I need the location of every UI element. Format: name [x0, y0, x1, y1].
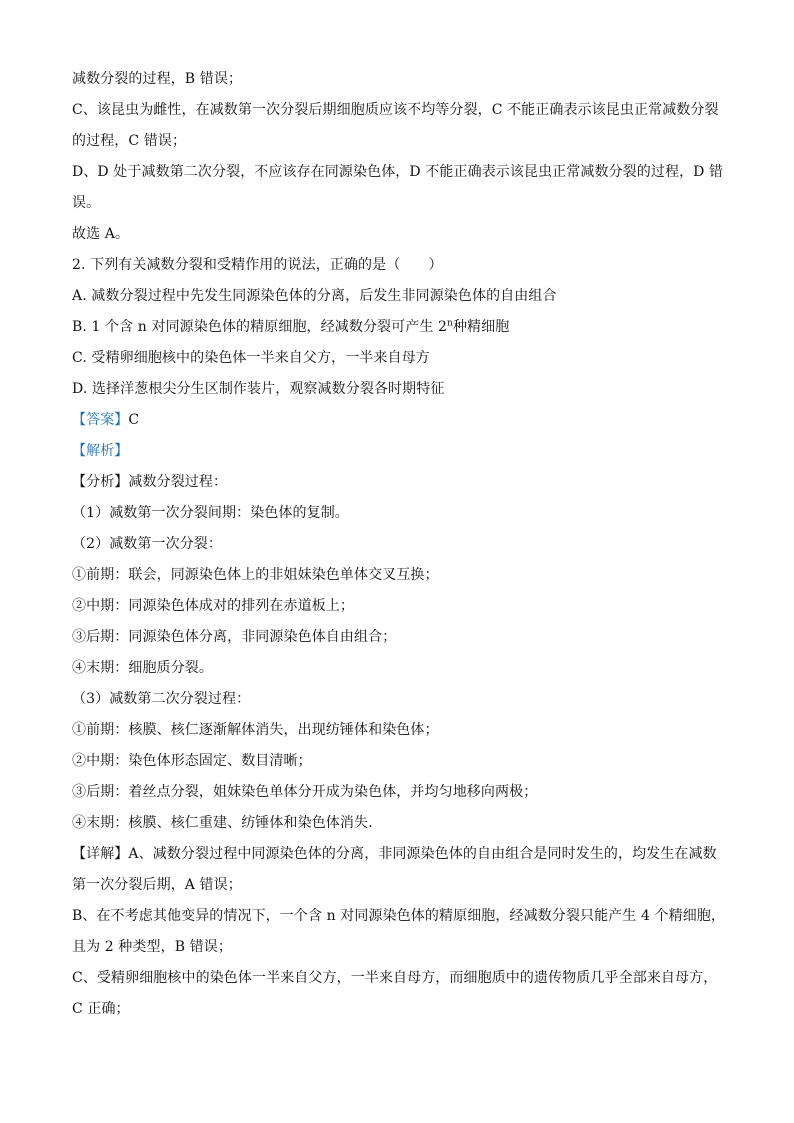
- detail-line: [72, 839, 722, 870]
- fenxi-line: [72, 467, 722, 498]
- text-line: ①前期：核膜、核仁逐渐解体消失，出现纺锤体和染色体；: [72, 722, 439, 738]
- text-line: B、在不考虑其他变异的情况下，一个含 n 对同源染色体的精原细胞，经减数分裂只能产生 4 个精细胞，: [72, 908, 726, 924]
- text-line: （1）减数第一次分裂间期：染色体的复制。: [72, 505, 349, 521]
- text-line: ②中期：染色体形态固定、数目清晰；: [72, 753, 312, 769]
- answer-line: [72, 405, 722, 436]
- option-d: D. 选择洋葱根尖分生区制作装片，观察减数分裂各时期特征: [72, 381, 445, 397]
- text-line: 误。: [72, 195, 101, 211]
- text-line: 第一次分裂后期，A 错误；: [72, 877, 242, 893]
- answer-value: C: [128, 412, 140, 428]
- option-b-suffix: 种精细胞: [452, 319, 510, 335]
- text-line: D、D 处于减数第二次分裂，不应该存在同源染色体，D 不能正确表示该昆虫正常减数分裂的过程，D 错: [72, 164, 724, 180]
- analysis-tag: 【解析】: [72, 443, 129, 459]
- text-line: ④末期：细胞质分裂。: [72, 660, 213, 676]
- option-b-base: 2: [438, 319, 448, 335]
- fenxi-text: 减数分裂过程：: [128, 474, 228, 490]
- text-line: 且为 2 种类型，B 错误；: [72, 939, 232, 955]
- text-line: C 正确；: [72, 1001, 130, 1017]
- detail-text: A、减数分裂过程中同源染色体的分离，非同源染色体的自由组合是同时发生的，均发生在减数: [128, 846, 717, 862]
- text-line: 故选 A。: [72, 226, 130, 242]
- detail-tag: 【详解】: [72, 846, 129, 862]
- analysis-line: [72, 436, 722, 467]
- text-line: （3）减数第二次分裂过程：: [72, 691, 251, 707]
- option-c: C. 受精卵细胞核中的染色体一半来自父方，一半来自母方: [72, 350, 430, 366]
- text-line: ③后期：着丝点分裂，姐妹染色单体分开成为染色体，并均匀地移向两极；: [72, 784, 538, 800]
- answer-tag: 【答案】: [72, 412, 129, 428]
- text-line: C、受精卵细胞核中的染色体一半来自父方，一半来自母方，而细胞质中的遗传物质几乎全部来自母方，: [72, 970, 718, 986]
- option-b: [72, 312, 722, 343]
- text-line: 减数分裂的过程，B 错误；: [72, 71, 243, 87]
- document-page: [72, 64, 726, 1025]
- option-a: A. 减数分裂过程中先发生同源染色体的分离，后发生非同源染色体的自由组合: [72, 288, 557, 304]
- text-line: ②中期：同源染色体成对的排列在赤道板上；: [72, 598, 354, 614]
- text-line: ①前期：联会，同源染色体上的非姐妹染色单体交叉互换；: [72, 567, 439, 583]
- text-line: ③后期：同源染色体分离，非同源染色体自由组合；: [72, 629, 397, 645]
- text-line: 的过程，C 错误；: [72, 133, 187, 149]
- text-line: （2）减数第一次分裂：: [72, 536, 223, 552]
- text-line: C、该昆虫为雌性，在减数第一次分裂后期细胞质应该不均等分裂，C 不能正确表示该昆虫正常减数分裂: [72, 102, 719, 118]
- option-b-exponent: n: [447, 318, 453, 329]
- fenxi-tag: 【分析】: [72, 474, 129, 490]
- question-stem: 2. 下列有关减数分裂和受精作用的说法，正确的是（ ）: [72, 257, 443, 273]
- text-line: ④末期：核膜、核仁重建、纺锤体和染色体消失.: [72, 815, 373, 831]
- option-b-text: B. 1 个含 n 对同源染色体的精原细胞，经减数分裂可产生: [72, 319, 439, 335]
